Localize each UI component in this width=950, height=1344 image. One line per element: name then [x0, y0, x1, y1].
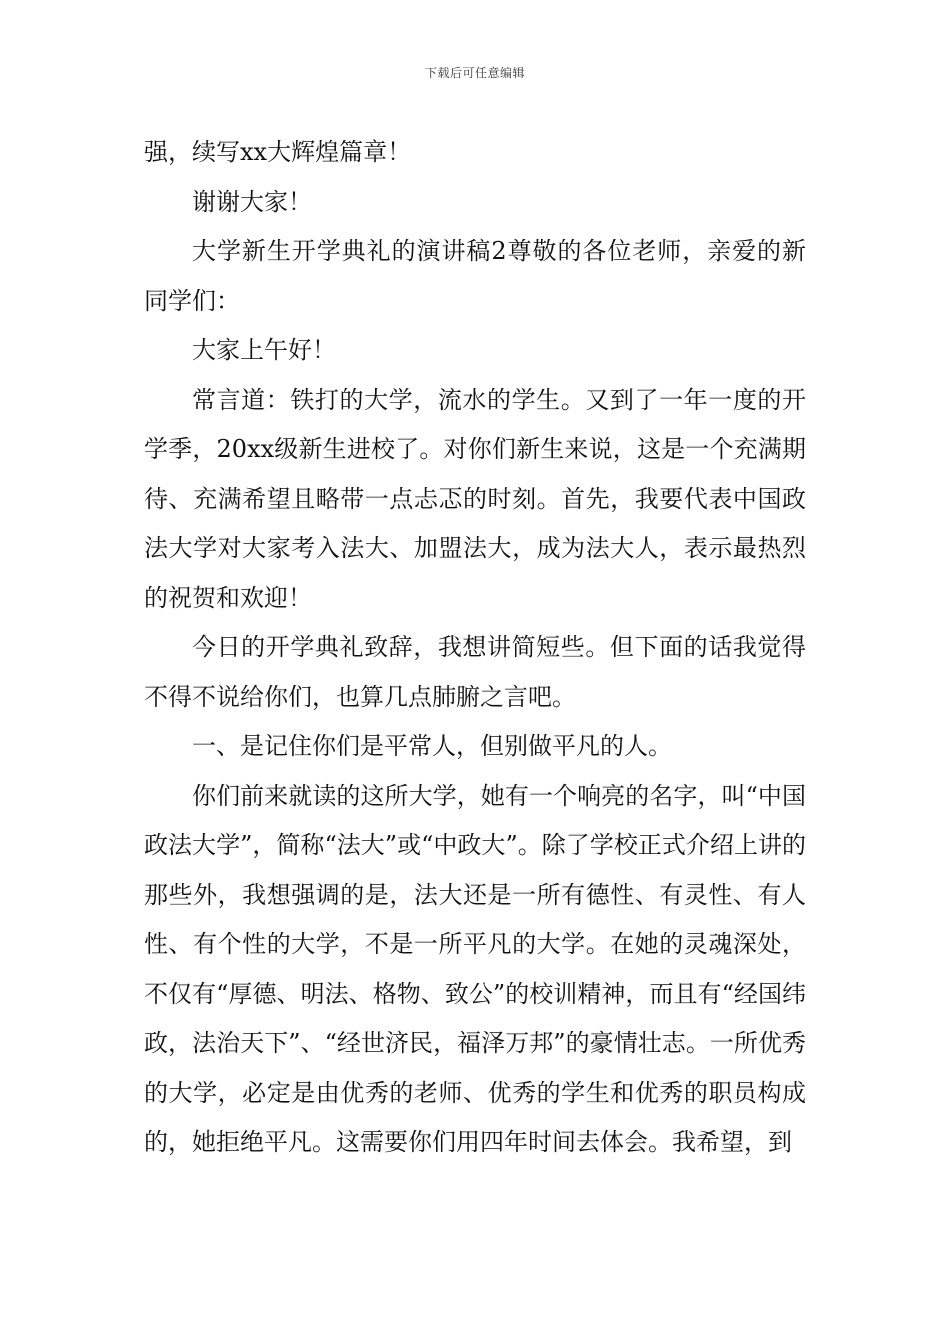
paragraph-2: 谢谢大家！	[192, 187, 312, 216]
page-header: 下载后可任意编辑	[424, 66, 525, 80]
paragraph-6: 今日的开学典礼致辞，我想讲简短些。但下面的话我觉得不得不说给你们，也算几点肺腑之言吧。	[144, 633, 806, 711]
paragraph-4: 大家上午好！	[192, 336, 336, 364]
paragraph-7: 一、是记住你们是平常人，但别做平凡的人。	[192, 732, 672, 760]
paragraph-5: 常言道：铁打的大学，流水的学生。又到了一年一度的开学季，20xx级新生进校了。对你们新生来说，这是一个充满期待、充满希望且略带一点忐忑的时刻。首先，我要代表中国政法大学对大家考入法大、加盟法大，成为法大人，表示最热烈的祝贺和欢迎！	[144, 385, 806, 612]
paragraph-3: 大学新生开学典礼的演讲稿2尊敬的各位老师，亲爱的新同学们：	[144, 237, 806, 315]
paragraph-1: 强，续写xx大辉煌篇章！	[144, 138, 412, 166]
document-body	[144, 128, 806, 1168]
paragraph-8: 你们前来就读的这所大学，她有一个响亮的名字，叫“中国政法大学”，简称“法大”或“中政大”。除了学校正式介绍上讲的那些外，我想强调的是，法大还是一所有德性、有灵性、有人性、有个性的大学，不是一所平凡的大学。在她的灵魂深处，不仅有“厚德、明法、格物、致公”的校训精神，而且有“经国纬政，法治天下”、“经世济民，福泽万邦”的豪情壮志。一所优秀的大学，必定是由优秀的老师、优秀的学生和优秀的职员构成的，她拒绝平凡。这需要你们用四年时间去体会。我希望，到	[144, 781, 806, 1156]
